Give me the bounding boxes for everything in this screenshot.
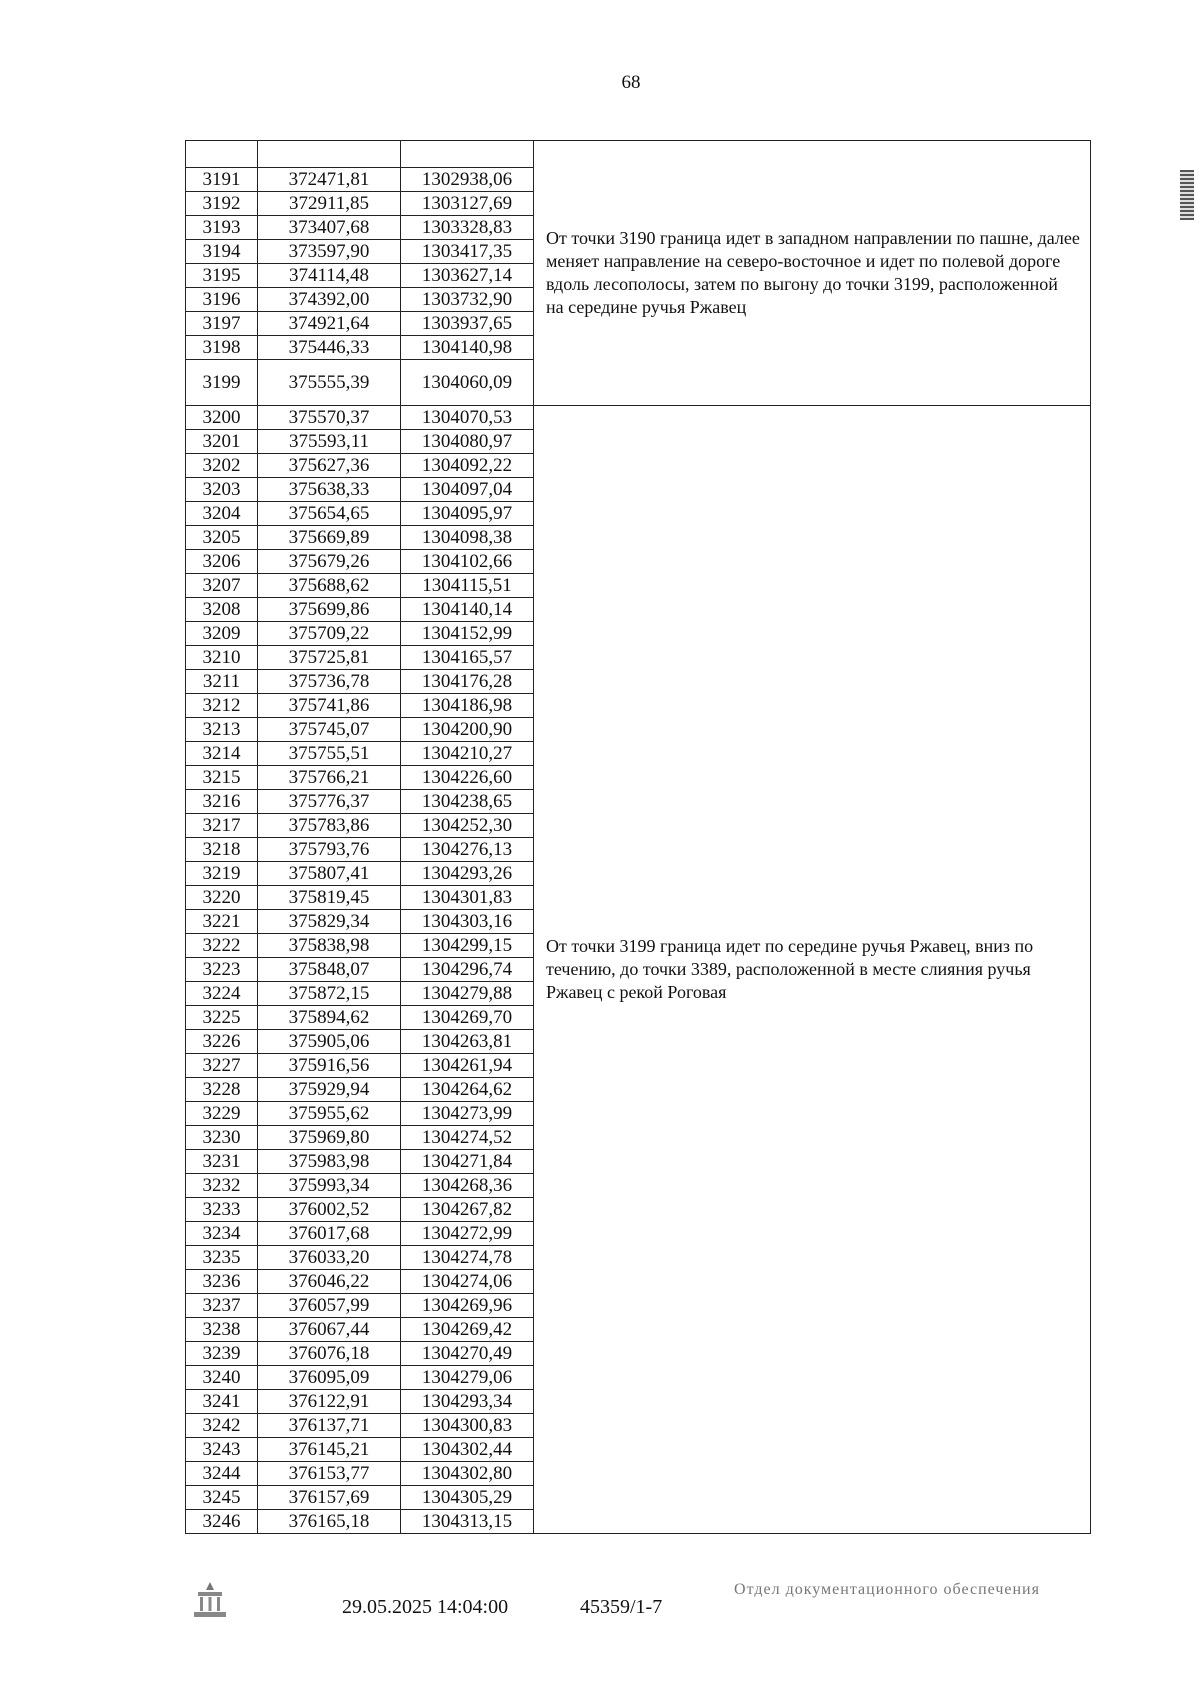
x-coordinate: 376145,21 — [258, 1438, 401, 1462]
x-coordinate: 375872,15 — [258, 982, 401, 1006]
x-coordinate: 375969,80 — [258, 1126, 401, 1150]
point-number: 3212 — [186, 694, 258, 718]
header-cell — [258, 141, 401, 168]
y-coordinate: 1303937,65 — [401, 312, 534, 336]
y-coordinate: 1303127,69 — [401, 192, 534, 216]
point-number: 3225 — [186, 1006, 258, 1030]
y-coordinate: 1304269,96 — [401, 1294, 534, 1318]
point-number: 3224 — [186, 982, 258, 1006]
x-coordinate: 375807,41 — [258, 862, 401, 886]
y-coordinate: 1304300,83 — [401, 1414, 534, 1438]
point-number: 3213 — [186, 718, 258, 742]
y-coordinate: 1304261,94 — [401, 1054, 534, 1078]
y-coordinate: 1304303,16 — [401, 910, 534, 934]
y-coordinate: 1304140,98 — [401, 336, 534, 360]
scan-edge-mark — [1180, 170, 1194, 220]
x-coordinate: 375819,45 — [258, 886, 401, 910]
point-number: 3193 — [186, 216, 258, 240]
point-number: 3214 — [186, 742, 258, 766]
x-coordinate: 376122,91 — [258, 1390, 401, 1414]
point-number: 3201 — [186, 430, 258, 454]
x-coordinate: 375793,76 — [258, 838, 401, 862]
point-number: 3217 — [186, 814, 258, 838]
y-coordinate: 1304264,62 — [401, 1078, 534, 1102]
y-coordinate: 1304140,14 — [401, 598, 534, 622]
x-coordinate: 376033,20 — [258, 1246, 401, 1270]
x-coordinate: 374392,00 — [258, 288, 401, 312]
y-coordinate: 1304115,51 — [401, 574, 534, 598]
point-number: 3219 — [186, 862, 258, 886]
y-coordinate: 1304293,26 — [401, 862, 534, 886]
x-coordinate: 375555,39 — [258, 360, 401, 406]
x-coordinate: 372471,81 — [258, 168, 401, 192]
x-coordinate: 372911,85 — [258, 192, 401, 216]
point-number: 3246 — [186, 1510, 258, 1534]
point-number: 3229 — [186, 1102, 258, 1126]
point-number: 3192 — [186, 192, 258, 216]
point-number: 3195 — [186, 264, 258, 288]
x-coordinate: 375829,34 — [258, 910, 401, 934]
point-number: 3226 — [186, 1030, 258, 1054]
x-coordinate: 376095,09 — [258, 1366, 401, 1390]
y-coordinate: 1302938,06 — [401, 168, 534, 192]
y-coordinate: 1304095,97 — [401, 502, 534, 526]
x-coordinate: 376165,18 — [258, 1510, 401, 1534]
point-number: 3236 — [186, 1270, 258, 1294]
point-number: 3240 — [186, 1366, 258, 1390]
x-coordinate: 376017,68 — [258, 1222, 401, 1246]
y-coordinate: 1304070,53 — [401, 406, 534, 430]
point-number: 3204 — [186, 502, 258, 526]
page-number: 68 — [621, 72, 641, 93]
x-coordinate: 375570,37 — [258, 406, 401, 430]
x-coordinate: 375993,34 — [258, 1174, 401, 1198]
y-coordinate: 1304263,81 — [401, 1030, 534, 1054]
x-coordinate: 375654,65 — [258, 502, 401, 526]
x-coordinate: 375699,86 — [258, 598, 401, 622]
y-coordinate: 1304271,84 — [401, 1150, 534, 1174]
point-number: 3211 — [186, 670, 258, 694]
y-coordinate: 1304238,65 — [401, 790, 534, 814]
y-coordinate: 1304210,27 — [401, 742, 534, 766]
y-coordinate: 1304272,99 — [401, 1222, 534, 1246]
point-number: 3243 — [186, 1438, 258, 1462]
y-coordinate: 1304226,60 — [401, 766, 534, 790]
y-coordinate: 1304269,42 — [401, 1318, 534, 1342]
x-coordinate: 376137,71 — [258, 1414, 401, 1438]
point-number: 3208 — [186, 598, 258, 622]
y-coordinate: 1304098,38 — [401, 526, 534, 550]
x-coordinate: 375736,78 — [258, 670, 401, 694]
y-coordinate: 1304273,99 — [401, 1102, 534, 1126]
x-coordinate: 376046,22 — [258, 1270, 401, 1294]
y-coordinate: 1304060,09 — [401, 360, 534, 406]
point-number: 3231 — [186, 1150, 258, 1174]
y-coordinate: 1304274,52 — [401, 1126, 534, 1150]
y-coordinate: 1304302,44 — [401, 1438, 534, 1462]
y-coordinate: 1304299,15 — [401, 934, 534, 958]
point-number: 3207 — [186, 574, 258, 598]
point-number: 3202 — [186, 454, 258, 478]
point-number: 3245 — [186, 1486, 258, 1510]
y-coordinate: 1304293,34 — [401, 1390, 534, 1414]
y-coordinate: 1303732,90 — [401, 288, 534, 312]
y-coordinate: 1304269,70 — [401, 1006, 534, 1030]
point-number: 3220 — [186, 886, 258, 910]
y-coordinate: 1304267,82 — [401, 1198, 534, 1222]
y-coordinate: 1304274,78 — [401, 1246, 534, 1270]
point-number: 3194 — [186, 240, 258, 264]
point-number: 3221 — [186, 910, 258, 934]
x-coordinate: 375755,51 — [258, 742, 401, 766]
point-number: 3223 — [186, 958, 258, 982]
y-coordinate: 1304301,83 — [401, 886, 534, 910]
y-coordinate: 1304165,57 — [401, 646, 534, 670]
x-coordinate: 373597,90 — [258, 240, 401, 264]
point-number: 3233 — [186, 1198, 258, 1222]
x-coordinate: 375725,81 — [258, 646, 401, 670]
x-coordinate: 374921,64 — [258, 312, 401, 336]
x-coordinate: 375983,98 — [258, 1150, 401, 1174]
y-coordinate: 1304302,80 — [401, 1462, 534, 1486]
point-number: 3205 — [186, 526, 258, 550]
point-number: 3242 — [186, 1414, 258, 1438]
point-number: 3228 — [186, 1078, 258, 1102]
x-coordinate: 375688,62 — [258, 574, 401, 598]
point-number: 3216 — [186, 790, 258, 814]
point-number: 3238 — [186, 1318, 258, 1342]
x-coordinate: 375741,86 — [258, 694, 401, 718]
y-coordinate: 1304305,29 — [401, 1486, 534, 1510]
x-coordinate: 375745,07 — [258, 718, 401, 742]
y-coordinate: 1304252,30 — [401, 814, 534, 838]
x-coordinate: 375905,06 — [258, 1030, 401, 1054]
x-coordinate: 375627,36 — [258, 454, 401, 478]
x-coordinate: 376076,18 — [258, 1342, 401, 1366]
point-number: 3241 — [186, 1390, 258, 1414]
x-coordinate: 375593,11 — [258, 430, 401, 454]
x-coordinate: 375776,37 — [258, 790, 401, 814]
point-number: 3206 — [186, 550, 258, 574]
y-coordinate: 1304296,74 — [401, 958, 534, 982]
y-coordinate: 1303328,83 — [401, 216, 534, 240]
point-number: 3210 — [186, 646, 258, 670]
y-coordinate: 1304102,66 — [401, 550, 534, 574]
point-number: 3230 — [186, 1126, 258, 1150]
y-coordinate: 1304200,90 — [401, 718, 534, 742]
x-coordinate: 375929,94 — [258, 1078, 401, 1102]
y-coordinate: 1304279,88 — [401, 982, 534, 1006]
footer-doc-number: 45359/1-7 — [580, 1596, 663, 1618]
x-coordinate: 375638,33 — [258, 478, 401, 502]
header-cell — [401, 141, 534, 168]
footer-stamp-text: Отдел документационного обеспечения — [734, 1581, 1040, 1598]
x-coordinate: 375848,07 — [258, 958, 401, 982]
point-number: 3244 — [186, 1462, 258, 1486]
x-coordinate: 376002,52 — [258, 1198, 401, 1222]
y-coordinate: 1304176,28 — [401, 670, 534, 694]
point-number: 3234 — [186, 1222, 258, 1246]
description-second: От точки 3199 граница идет по середине ручья Ржавец, вниз по течению, до точки 3389, расположенной в месте слияния ручья Ржавец с рекой Роговая — [534, 406, 1091, 1534]
header-cell — [186, 141, 258, 168]
footer-datetime: 29.05.2025 14:04:00 — [342, 1596, 509, 1618]
x-coordinate: 376153,77 — [258, 1462, 401, 1486]
y-coordinate: 1304080,97 — [401, 430, 534, 454]
point-number: 3199 — [186, 360, 258, 406]
point-number: 3237 — [186, 1294, 258, 1318]
x-coordinate: 375669,89 — [258, 526, 401, 550]
x-coordinate: 373407,68 — [258, 216, 401, 240]
point-number: 3232 — [186, 1174, 258, 1198]
point-number: 3227 — [186, 1054, 258, 1078]
x-coordinate: 375838,98 — [258, 934, 401, 958]
point-number: 3222 — [186, 934, 258, 958]
y-coordinate: 1303627,14 — [401, 264, 534, 288]
x-coordinate: 375766,21 — [258, 766, 401, 790]
table-header-row — [186, 141, 1091, 168]
y-coordinate: 1304092,22 — [401, 454, 534, 478]
point-number: 3200 — [186, 406, 258, 430]
y-coordinate: 1304270,49 — [401, 1342, 534, 1366]
point-number: 3203 — [186, 478, 258, 502]
point-number: 3209 — [186, 622, 258, 646]
emblem-logo — [188, 1578, 232, 1622]
point-number: 3215 — [186, 766, 258, 790]
y-coordinate: 1304097,04 — [401, 478, 534, 502]
y-coordinate: 1304313,15 — [401, 1510, 534, 1534]
x-coordinate: 374114,48 — [258, 264, 401, 288]
x-coordinate: 375679,26 — [258, 550, 401, 574]
point-number: 3197 — [186, 312, 258, 336]
point-number: 3191 — [186, 168, 258, 192]
point-number: 3218 — [186, 838, 258, 862]
table-row — [186, 406, 1091, 430]
point-number: 3196 — [186, 288, 258, 312]
y-coordinate: 1303417,35 — [401, 240, 534, 264]
y-coordinate: 1304276,13 — [401, 838, 534, 862]
x-coordinate: 376157,69 — [258, 1486, 401, 1510]
x-coordinate: 375709,22 — [258, 622, 401, 646]
x-coordinate: 375916,56 — [258, 1054, 401, 1078]
coordinates-table — [185, 140, 1091, 1534]
description-first: От точки 3190 граница идет в западном направлении по пашне, далее меняет направление на северо-восточное и идет по полевой дороге вдоль лесополосы, затем по выгону до точки 3199, расположенной на середине ручья Ржавец — [534, 141, 1091, 406]
x-coordinate: 375783,86 — [258, 814, 401, 838]
x-coordinate: 375446,33 — [258, 336, 401, 360]
point-number: 3239 — [186, 1342, 258, 1366]
point-number: 3235 — [186, 1246, 258, 1270]
y-coordinate: 1304274,06 — [401, 1270, 534, 1294]
y-coordinate: 1304152,99 — [401, 622, 534, 646]
x-coordinate: 376067,44 — [258, 1318, 401, 1342]
x-coordinate: 375894,62 — [258, 1006, 401, 1030]
x-coordinate: 375955,62 — [258, 1102, 401, 1126]
y-coordinate: 1304268,36 — [401, 1174, 534, 1198]
y-coordinate: 1304279,06 — [401, 1366, 534, 1390]
point-number: 3198 — [186, 336, 258, 360]
y-coordinate: 1304186,98 — [401, 694, 534, 718]
x-coordinate: 376057,99 — [258, 1294, 401, 1318]
